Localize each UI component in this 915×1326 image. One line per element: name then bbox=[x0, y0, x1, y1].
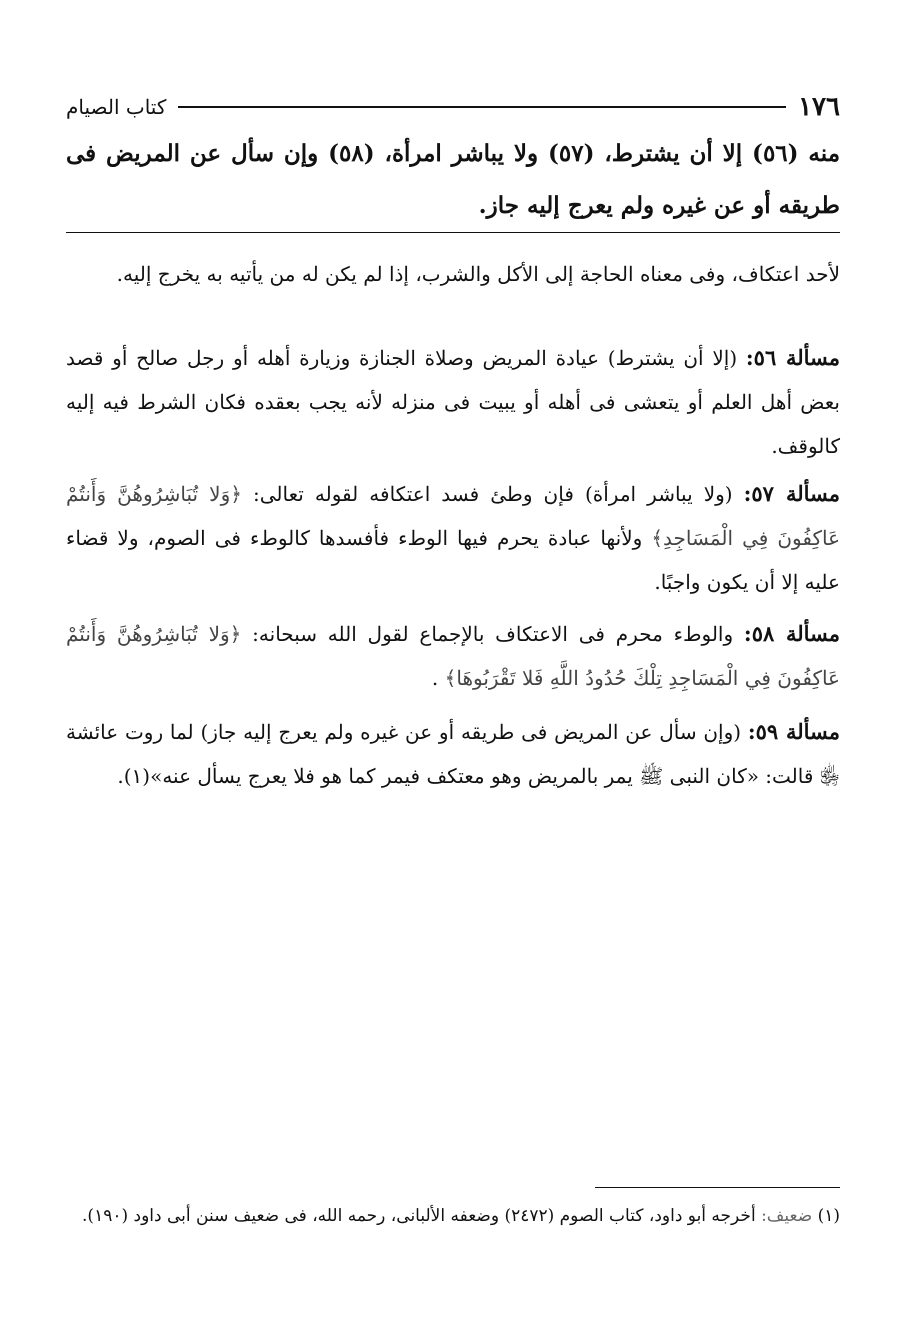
masala-56-text: (إلا أن يشترط) عيادة المريض وصلاة الجنازة وزيارة أهله أو رجل صالح أو قصد بعض أهل العلم أو يتعشى فى أهله أو يبيت فى منزله لأنه يجب بعقده فكان الشرط فيه إليه كالوقف. bbox=[66, 346, 840, 458]
page-number: ١٧٦ bbox=[798, 92, 840, 122]
header-rule bbox=[178, 106, 786, 108]
masala-57 bbox=[66, 472, 840, 604]
masala-59 bbox=[66, 710, 840, 798]
masala-58-verse: ﴿وَلا تُبَاشِرُوهُنَّ وَأَنتُمْ عَاكِفُونَ فِي الْمَسَاجِدِ تِلْكَ حُدُودُ اللَّهِ فَلا تَقْرَبُوهَا﴾ bbox=[66, 622, 840, 690]
masala-57-verse: ﴿وَلا تُبَاشِرُوهُنَّ وَأَنتُمْ عَاكِفُونَ فِي الْمَسَاجِدِ﴾ bbox=[66, 482, 841, 550]
page-header bbox=[66, 88, 840, 126]
masala-58 bbox=[66, 612, 840, 700]
masala-59-text: (وإن سأل عن المريض فى طريقه أو عن غيره ولم يعرج إليه جاز) لما روت عائشة ﵂ قالت: «كان النبى ﷺ يمر بالمريض وهو معتكف فيمر كما هو فلا يعرج يسأل عنه»(١). bbox=[66, 720, 840, 788]
masala-58-text-b: . bbox=[431, 666, 439, 690]
commentary-intro bbox=[66, 252, 840, 296]
matn-text: منه (٥٦) إلا أن يشترط، (٥٧) ولا يباشر امرأة، (٥٨) وإن سأل عن المريض فى طريقه أو عن غيره ولم يعرج إليه جاز. bbox=[66, 140, 841, 219]
footnote-grade: ضعيف: bbox=[761, 1206, 813, 1226]
footnote bbox=[66, 1200, 840, 1233]
masala-57-text-a: (ولا يباشر امرأة) فإن وطئ فسد اعتكافه لقوله تعالى: bbox=[253, 482, 733, 506]
masala-56-paragraph bbox=[66, 336, 840, 468]
masala-57-paragraph bbox=[66, 472, 840, 604]
masala-59-label: مسألة ٥٩: bbox=[747, 719, 840, 744]
masala-56-label: مسألة ٥٦: bbox=[745, 345, 840, 370]
masala-57-text-b: ولأنها عبادة يحرم فيها الوطء فأفسدها كالوطء فى الصوم، ولا قضاء عليه إلا أن يكون واجبًا. bbox=[66, 526, 840, 594]
intro-paragraph: لأحد اعتكاف، وفى معناه الحاجة إلى الأكل والشرب، إذا لم يكن له من يأتيه به يخرج إليه. bbox=[116, 262, 840, 286]
masala-58-text-a: والوطء محرم فى الاعتكاف بالإجماع لقول الله سبحانه: bbox=[252, 622, 734, 646]
masala-56 bbox=[66, 336, 840, 468]
masala-58-paragraph bbox=[66, 612, 840, 700]
footnote-marker: (١) bbox=[817, 1206, 840, 1226]
masala-58-label: مسألة ٥٨: bbox=[743, 621, 841, 646]
matn-separator bbox=[66, 232, 840, 233]
footnote-separator bbox=[595, 1187, 840, 1188]
masala-57-label: مسألة ٥٧: bbox=[743, 481, 841, 506]
book-title: كتاب الصيام bbox=[66, 95, 167, 119]
masala-59-paragraph bbox=[66, 710, 840, 798]
footnote-text: أخرجه أبو داود، كتاب الصوم (٢٤٧٢) وضعفه الألبانى، رحمه الله، فى ضعيف سنن أبى داود (١٩٠). bbox=[82, 1206, 756, 1226]
